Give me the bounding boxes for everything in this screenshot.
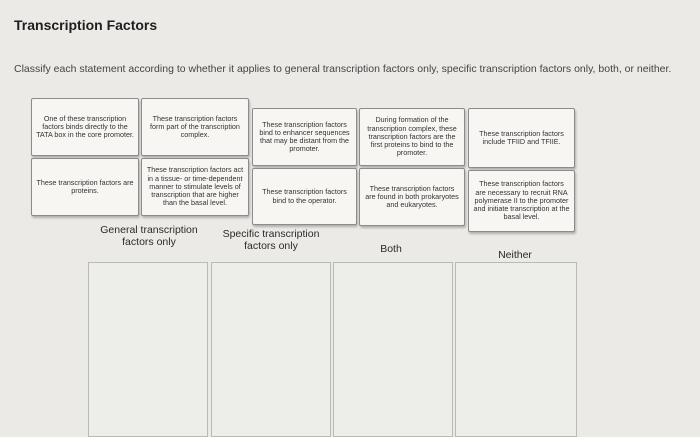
instructions: Classify each statement according to whether it applies to general transcription factors only, specific transcription factors only, both, or neither. <box>14 63 672 75</box>
statement-card-tata-box[interactable]: One of these transcription factors binds directly to the TATA box in the core promoter. <box>31 98 139 156</box>
statement-card-tfiid-tfiie[interactable]: These transcription factors include TFIID and TFIIE. <box>468 108 575 168</box>
statement-card-operator[interactable]: These transcription factors bind to the operator. <box>252 168 357 225</box>
statement-card-proteins[interactable]: These transcription factors are proteins. <box>31 158 139 216</box>
column-label-specific: Specific transcription factors only <box>222 228 320 252</box>
dropzone-specific[interactable] <box>211 262 331 437</box>
column-label-general: General transcription factors only <box>100 224 198 248</box>
column-label-both: Both <box>380 243 402 255</box>
column-label-neither: Neither <box>498 249 532 261</box>
statement-card-transcription-complex[interactable]: These transcription factors form part of the transcription complex. <box>141 98 249 156</box>
statement-card-tissue-dependent[interactable]: These transcription factors act in a tissue- or time-dependent manner to stimulate levels of transcription that are higher than the basal level. <box>141 158 249 216</box>
statement-card-enhancer[interactable]: These transcription factors bind to enhancer sequences that may be distant from the promoter. <box>252 108 357 166</box>
dropzone-general[interactable] <box>88 262 208 437</box>
dropzone-neither[interactable] <box>455 262 577 437</box>
statement-card-first-to-bind[interactable]: During formation of the transcription complex, these transcription factors are the first proteins to bind to the promoter. <box>359 108 465 166</box>
statement-card-rna-polymerase[interactable]: These transcription factors are necessary to recruit RNA polymerase II to the promoter and initiate transcription at the basal level. <box>468 170 575 232</box>
statement-card-prokaryotes-eukaryotes[interactable]: These transcription factors are found in both prokaryotes and eukaryotes. <box>359 168 465 226</box>
dropzone-both[interactable] <box>333 262 453 437</box>
page-title: Transcription Factors <box>14 17 158 33</box>
